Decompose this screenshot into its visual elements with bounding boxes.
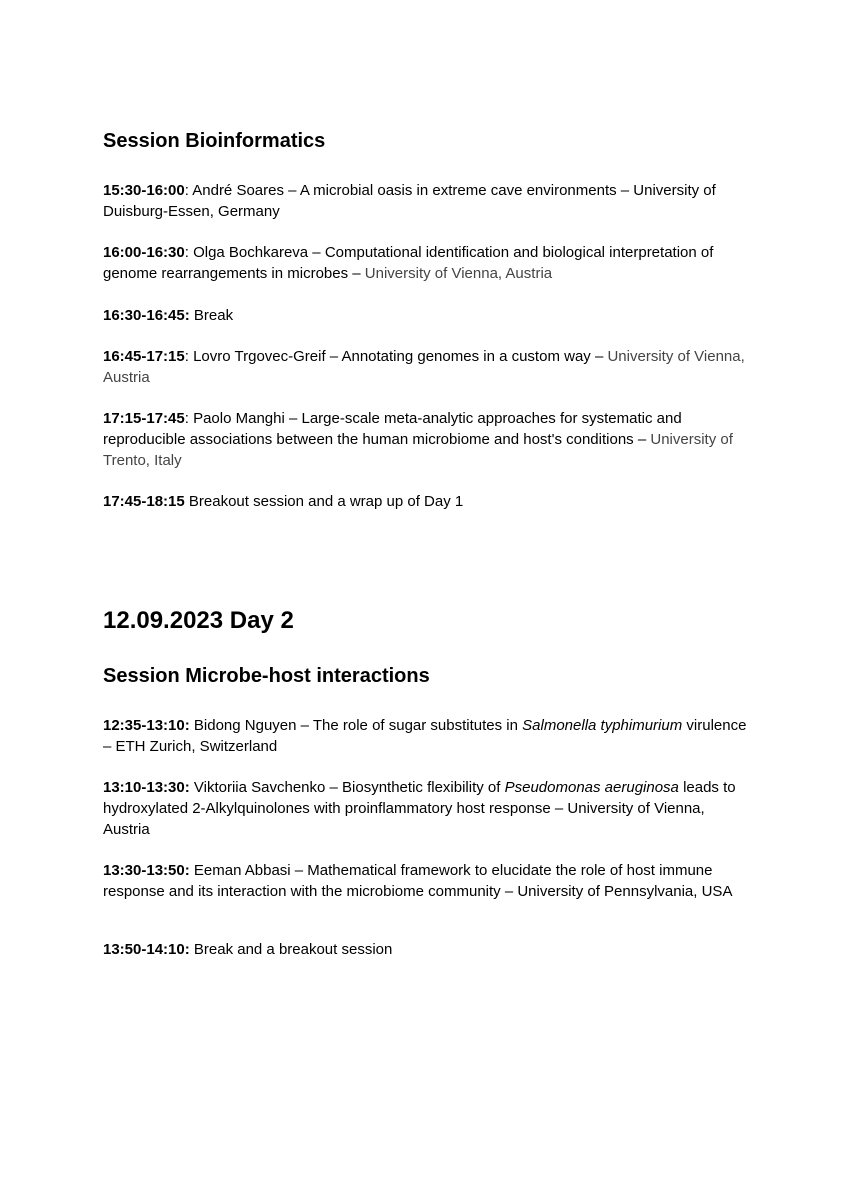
entry-text: Eeman Abbasi – Mathematical framework to elucidate the role of host immune response and its interaction with the microbiome community – University of Pennsylvania, USA <box>103 862 733 900</box>
schedule-entry <box>103 715 753 757</box>
entry-text: leads to hydroxylated 2-Alkylquinolones with proinflammatory host response – University of Vienna, Austria <box>103 779 736 838</box>
schedule-entry <box>103 346 753 388</box>
schedule-entry <box>103 408 753 471</box>
entry-text: André Soares – A microbial oasis in extreme cave environments – University of Duisburg-Essen, Germany <box>103 182 716 220</box>
schedule-entry <box>103 242 753 284</box>
schedule-entry <box>103 777 753 840</box>
entry-time: 13:30-13:50: <box>103 862 190 879</box>
entry-time: 16:00-16:30 <box>103 244 185 261</box>
entry-time: 16:30-16:45: <box>103 307 190 324</box>
entry-text: virulence – ETH Zurich, Switzerland <box>103 717 747 755</box>
entry-text: Paolo Manghi – Large-scale meta-analytic approaches for systematic and reproducible associations between the human microbiome and host's conditions – <box>103 410 682 448</box>
entry-separator: : <box>184 244 194 261</box>
species-name: Salmonella typhimurium <box>522 717 683 734</box>
entry-time: 13:10-13:30: <box>103 779 190 796</box>
entry-time: 12:35-13:10: <box>103 717 190 734</box>
session-bioinformatics-title: Session Bioinformatics <box>103 130 326 152</box>
schedule-entry <box>103 491 753 512</box>
entry-affiliation: University of Vienna, Austria <box>364 265 553 282</box>
entry-text: Lovro Trgovec-Greif – Annotating genomes in a custom way – <box>193 348 608 365</box>
schedule-entry <box>103 939 753 960</box>
entry-text: Breakout session and a wrap up of Day 1 <box>188 493 464 510</box>
entry-text: Bidong Nguyen – The role of sugar substitutes in <box>193 717 523 734</box>
entry-separator: : <box>184 410 194 427</box>
entry-separator: : <box>184 182 193 199</box>
entry-separator: : <box>184 348 194 365</box>
entry-text: Viktoriia Savchenko – Biosynthetic flexibility of <box>193 779 505 796</box>
schedule-entry <box>103 180 753 222</box>
entry-time: 17:45-18:15 <box>103 493 185 510</box>
schedule-entry <box>103 305 753 326</box>
entry-time: 15:30-16:00 <box>103 182 185 199</box>
session-microbe-host-title: Session Microbe-host interactions <box>103 665 430 687</box>
entry-time: 17:15-17:45 <box>103 410 185 427</box>
schedule-entry <box>103 860 753 902</box>
entry-affiliation: University of Trento, Italy <box>103 431 733 469</box>
entry-text: Break and a breakout session <box>193 941 393 958</box>
entry-time: 13:50-14:10: <box>103 941 190 958</box>
entry-time: 16:45-17:15 <box>103 348 185 365</box>
entry-affiliation: University of Vienna, Austria <box>103 348 745 386</box>
entry-text: Olga Bochkareva – Computational identification and biological interpretation of genome rearrangements in microbes – <box>103 244 714 282</box>
species-name: Pseudomonas aeruginosa <box>504 779 679 796</box>
day-2-title: 12.09.2023 Day 2 <box>103 607 294 634</box>
entry-text: Break <box>193 307 234 324</box>
